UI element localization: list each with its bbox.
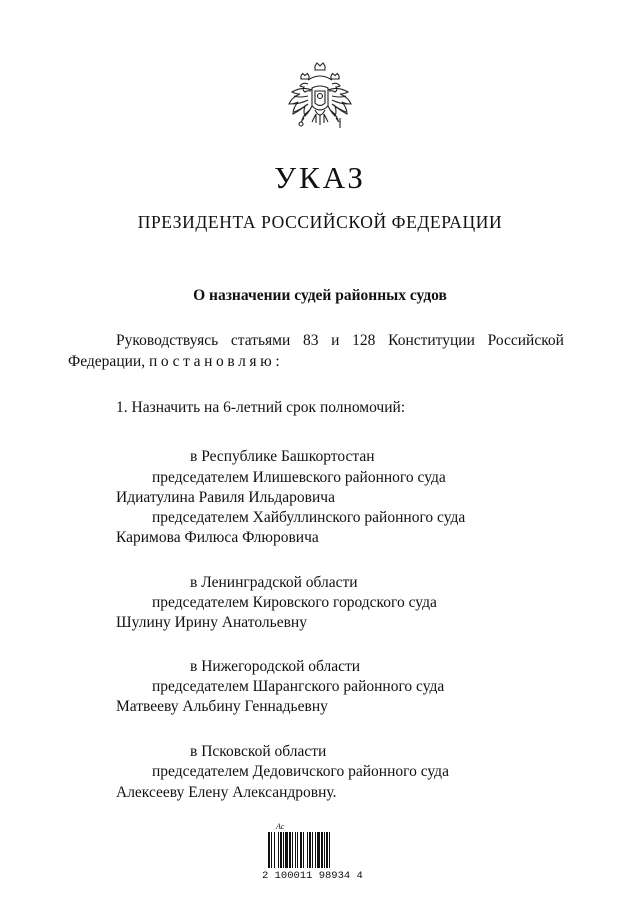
barcode-bar — [326, 832, 328, 868]
barcode-block — [262, 822, 378, 882]
decree-heading: О назначении судей районных судов — [193, 287, 447, 304]
barcode-bar — [268, 832, 270, 868]
preamble-line-2 — [68, 351, 516, 372]
region-label: в Нижегородской области — [190, 658, 361, 675]
region-label: в Ленинградской области — [190, 574, 358, 591]
barcode-bar — [329, 832, 330, 868]
barcode-bar — [274, 832, 275, 868]
barcode-bar — [300, 832, 302, 868]
barcode-bar — [317, 832, 320, 868]
barcode-icon — [268, 832, 352, 868]
position-line: председателем Шарангского районного суда — [152, 678, 445, 695]
barcode-number: 2 100011 98934 4 — [262, 870, 363, 882]
position-line: председателем Илишевского районного суда — [152, 469, 446, 486]
position-line: председателем Дедовичского районного суда — [152, 763, 449, 780]
preamble-line-1 — [116, 330, 564, 351]
barcode-bar — [307, 832, 308, 868]
preamble-word: 128 — [352, 332, 376, 349]
barcode-bar — [315, 832, 316, 868]
barcode-bar — [283, 832, 284, 868]
region-label: в Республике Башкортостан — [190, 448, 375, 465]
barcode-bar — [295, 832, 296, 868]
preamble-word: статьями — [230, 332, 291, 349]
barcode-bar — [309, 832, 311, 868]
document-subtitle: ПРЕЗИДЕНТА РОССИЙСКОЙ ФЕДЕРАЦИИ — [137, 212, 503, 232]
person-name: Алексееву Елену Александровну. — [116, 784, 337, 801]
preamble-start: Федерации, — [68, 353, 146, 370]
preamble-end: : — [275, 353, 280, 370]
position-line: председателем Кировского городского суда — [152, 594, 437, 611]
document-title: УКАЗ — [274, 160, 366, 195]
preamble-word: Конституции — [388, 332, 475, 349]
coat-of-arms-icon — [282, 60, 358, 146]
barcode-bar — [285, 832, 288, 868]
barcode-bar — [324, 832, 325, 868]
barcode-mark: Ac — [276, 822, 285, 831]
preamble-word: и — [331, 332, 340, 349]
preamble-word: Руководствуясь — [116, 332, 219, 349]
barcode-bar — [278, 832, 279, 868]
person-name: Каримова Филюса Флюровича — [116, 529, 319, 546]
item-1: 1. Назначить на 6-летний срок полномочий: — [116, 399, 406, 416]
barcode-bar — [271, 832, 272, 868]
person-name: Матвееву Альбину Геннадьевну — [116, 698, 328, 715]
barcode-bar — [289, 832, 291, 868]
region-label: в Псковской области — [190, 743, 327, 760]
preamble-word: Российской — [487, 332, 564, 349]
position-line: председателем Хайбуллинского районного суда — [152, 509, 466, 526]
preamble-word: 83 — [302, 332, 319, 349]
barcode-bar — [321, 832, 323, 868]
barcode-bar — [297, 832, 298, 868]
barcode-bar — [312, 832, 313, 868]
person-name: Шулину Ирину Анатольевну — [116, 614, 307, 631]
barcode-bar — [292, 832, 293, 868]
person-name: Идиатулина Равиля Ильдаровича — [116, 489, 335, 506]
barcode-bar — [303, 832, 304, 868]
preamble-decision: постановляю — [148, 353, 276, 370]
barcode-bar — [280, 832, 282, 868]
